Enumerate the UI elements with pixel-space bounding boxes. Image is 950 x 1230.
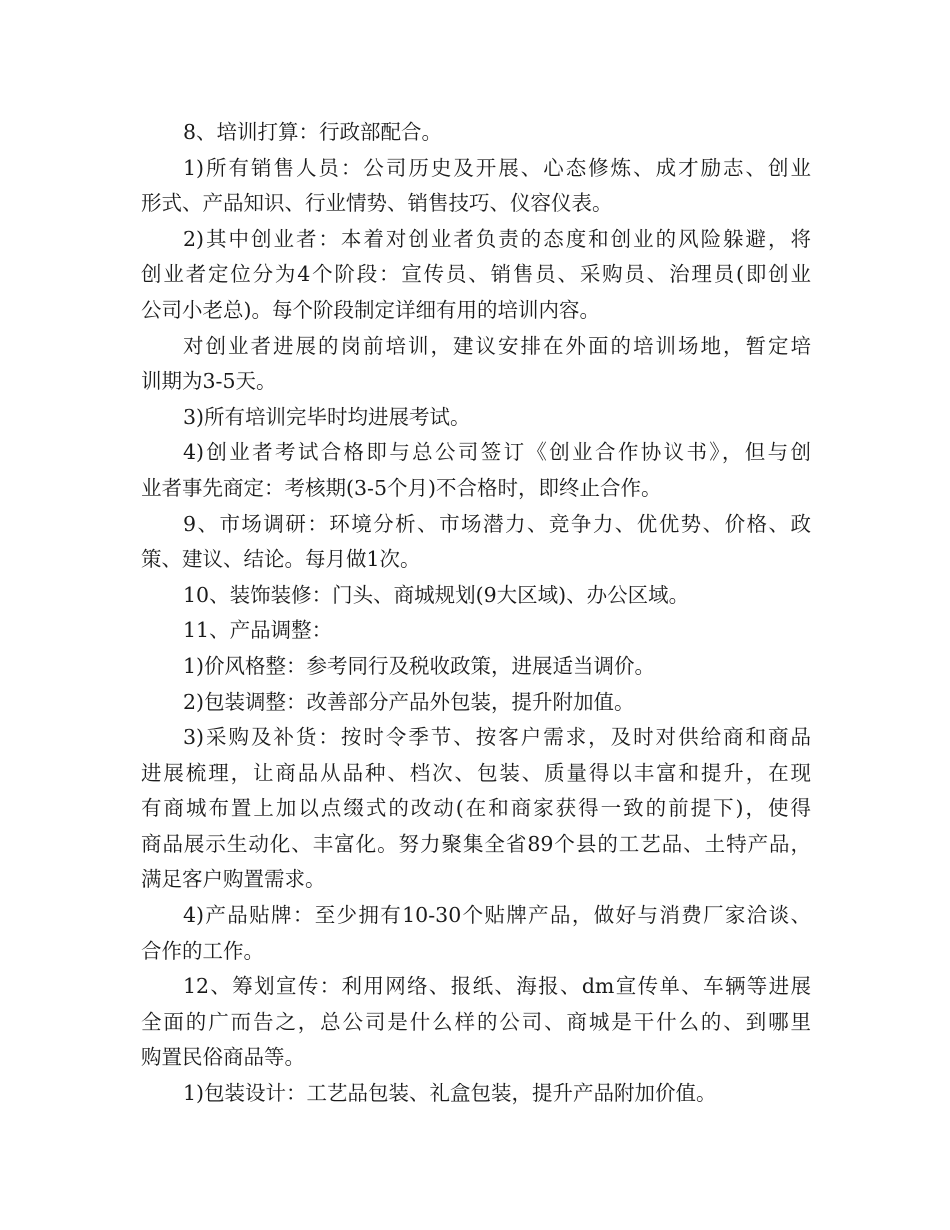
paragraph (141, 898, 811, 969)
text-line: 4)创业者考试合格即与总公司签订《创业合作协议书》，但与创 (183, 440, 811, 465)
text-line: 全面的广而告之，总公司是什么样的公司、商城是干什么的、到哪里 (141, 1009, 811, 1034)
text-line: 11、产品调整： (183, 618, 333, 643)
paragraph (141, 1076, 811, 1112)
paragraph (141, 115, 811, 151)
paragraph (141, 400, 811, 436)
text-line: 创业者定位分为4个阶段：宣传员、销售员、采购员、治理员(即创业 (141, 262, 811, 287)
paragraph (141, 685, 811, 721)
text-line: 3)所有培训完毕时均进展考试。 (183, 404, 471, 429)
document-body (141, 115, 811, 1112)
text-line: 4)产品贴牌：至少拥有10-30个贴牌产品，做好与消费厂家洽谈、 (183, 903, 811, 928)
text-line: 业者事先商定：考核期(3-5个月)不合格时，即终止合作。 (141, 475, 662, 500)
text-line: 满足客户购置需求。 (141, 867, 326, 892)
paragraph (141, 649, 811, 685)
text-line: 1)价风格整：参考同行及税收政策，进展适当调价。 (183, 653, 656, 678)
text-line: 合作的工作。 (141, 938, 264, 963)
text-line: 进展梳理，让商品从品种、档次、包装、质量得以丰富和提升，在现 (141, 760, 811, 785)
text-line: 2)包装调整：改善部分产品外包装，提升附加值。 (183, 689, 635, 714)
text-line: 有商城布置上加以点缀式的改动(在和商家获得一致的前提下)，使得 (141, 796, 811, 821)
text-line: 10、装饰装修：门头、商城规划(9大区域)、办公区域。 (183, 582, 690, 607)
text-line: 1)所有销售人员：公司历史及开展、心态修炼、成才励志、创业 (183, 155, 811, 180)
text-line: 训期为3-5天。 (141, 369, 277, 394)
paragraph (141, 329, 811, 400)
text-line: 1)包装设计：工艺品包装、礼盒包装，提升产品附加价值。 (183, 1081, 717, 1106)
paragraph (141, 578, 811, 614)
paragraph (141, 222, 811, 329)
paragraph (141, 720, 811, 898)
text-line: 8、培训打算：行政部配合。 (183, 120, 443, 144)
paragraph (141, 507, 811, 578)
paragraph (141, 613, 811, 649)
text-line: 公司小老总)。每个阶段制定详细有用的培训内容。 (141, 297, 600, 322)
text-line: 12、筹划宣传：利用网络、报纸、海报、dm宣传单、车辆等进展 (183, 974, 811, 999)
text-line: 3)采购及补货：按时令季节、按客户需求，及时对供给商和商品 (183, 725, 811, 750)
paragraph (141, 435, 811, 506)
text-line: 2)其中创业者：本着对创业者负责的态度和创业的风险躲避，将 (183, 226, 811, 251)
text-line: 对创业者进展的岗前培训，建议安排在外面的培训场地，暂定培 (183, 333, 811, 358)
text-line: 商品展示生动化、丰富化。努力聚集全省89个县的工艺品、土特产品， (141, 831, 811, 856)
paragraph (141, 969, 811, 1076)
paragraph (141, 151, 811, 222)
text-line: 购置民俗商品等。 (141, 1045, 305, 1070)
text-line: 9、市场调研：环境分析、市场潜力、竞争力、优优势、价格、政 (183, 511, 811, 536)
text-line: 形式、产品知识、行业情势、销售技巧、仪容仪表。 (141, 191, 613, 216)
text-line: 策、建议、结论。每月做1次。 (141, 547, 421, 572)
